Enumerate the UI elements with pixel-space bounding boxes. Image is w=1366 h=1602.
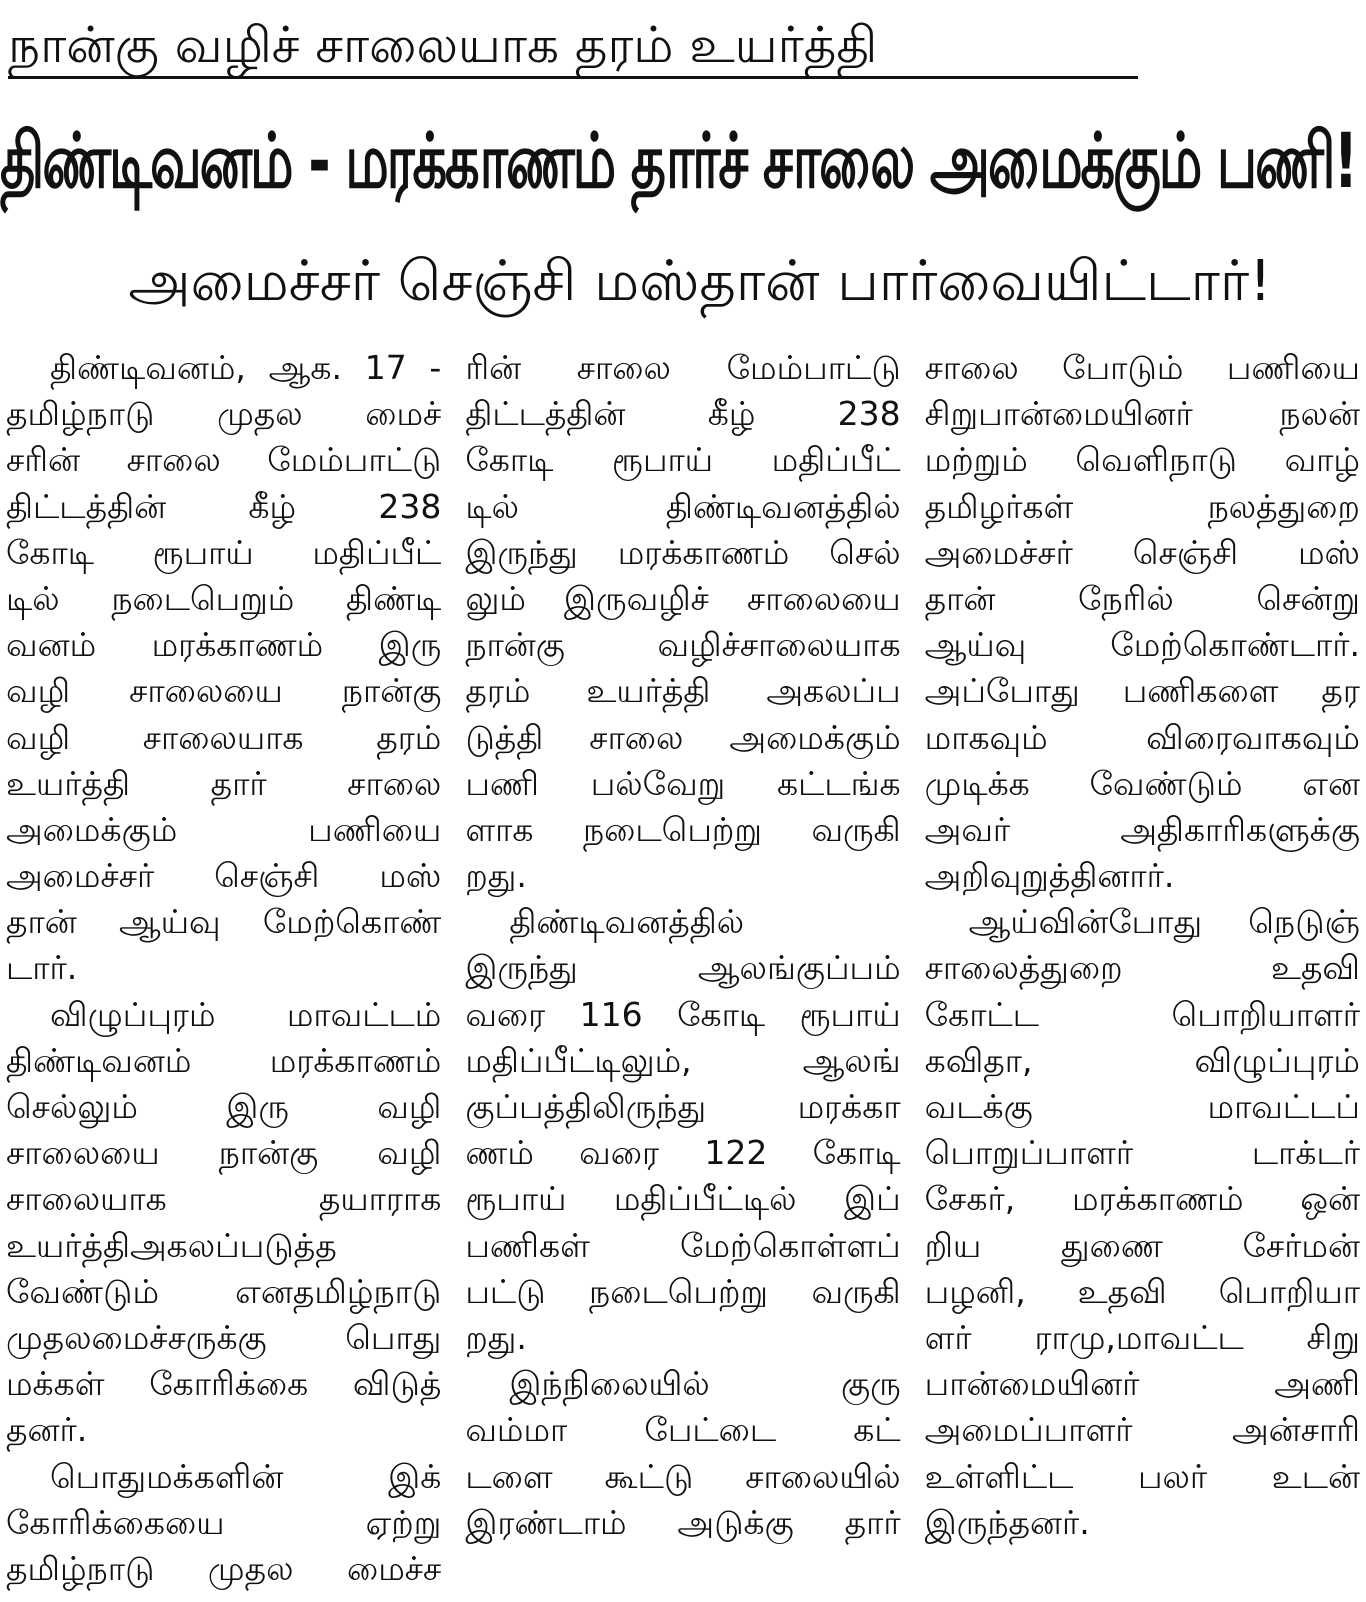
text-line: இருந்தனர். [924,1502,1090,1542]
kicker-heading: நான்கு வழிச் சாலையாக தரம் உயர்த்தி [8,14,1138,79]
text-line: வழி சாலையாக தரம் [6,717,442,757]
text-line: திட்டத்தின் கீழ் 238 [6,486,442,526]
headline: திண்டிவனம் - மரக்காணம் தார்ச் சாலை அமைக்கும் பணி! [0,116,1357,205]
text-line: கோரிக்கையை ஏற்று [6,1502,442,1542]
text-line: திண்டிவனத்தில் [509,902,745,942]
text-line: ஆய்வு மேற்கொண்டார். [924,625,1360,665]
column-2 [465,345,900,1595]
text-line: வனம் மரக்காணம் இரு [6,625,442,665]
text-line: நான்கு வழிச்சாலையாக [465,625,901,665]
text-line: கோட்ட பொறியாளர் [924,994,1360,1034]
text-line: பொதுமக்களின் இக் [50,1456,442,1496]
text-line: அறிவுறுத்தினார். [924,856,1175,896]
text-line: வடக்கு மாவட்டப் [924,1087,1360,1126]
text-line: தமிழ்நாடு முதல மைச்ச [6,1548,442,1588]
text-line: அப்போது பணிகளை தர [924,671,1360,711]
column-1 [6,345,441,1595]
text-line: பணிகள் மேற்கொள்ளப் [465,1225,901,1265]
text-line: டில் நடைபெறும் திண்டி [6,578,442,618]
text-line: வம்மா பேட்டை கட் [465,1410,901,1450]
text-line: தனர். [6,1410,88,1450]
text-line: டுத்தி சாலை அமைக்கும் [465,717,901,757]
text-line: ஆய்வின்போது நெடுஞ் [968,902,1360,942]
text-line: வழி சாலையை நான்கு [6,671,442,711]
text-line: திண்டிவனம் மரக்காணம் [6,1040,442,1080]
text-line: முதலமைச்சருக்கு பொது [6,1317,442,1357]
text-line: றது. [465,1317,527,1357]
subheadline: அமைச்சர் செஞ்சி மஸ்தான் பார்வையிட்டார்! [128,249,1272,314]
text-line: தான் ஆய்வு மேற்கொண் [6,902,442,942]
text-line: தமிழ்நாடு முதல மைச் [6,394,442,434]
text-line: திட்டத்தின் கீழ் 238 [465,394,901,434]
text-line: சேகர், மரக்காணம் ஒன் [924,1179,1360,1219]
text-line: விழுப்புரம் மாவட்டம் [50,994,442,1034]
text-line: தான் நேரில் சென்று [924,578,1360,618]
text-line: டளை கூட்டு சாலையில் [465,1456,901,1496]
text-line: மாகவும் விரைவாகவும் [924,717,1360,757]
text-line: உயர்த்திஅகலப்படுத்த [6,1225,337,1265]
text-line: ரூபாய் மதிப்பீட்டில் இப் [465,1179,901,1219]
text-line: கோடி ரூபாய் மதிப்பீட் [465,440,901,480]
text-line: லும் இருவழிச் சாலையை [465,578,901,618]
text-line: தரம் உயர்த்தி அகலப்ப [465,671,901,711]
text-line: மதிப்பீட்டிலும், ஆலங் [465,1040,901,1080]
text-line: கோடி ரூபாய் மதிப்பீட் [6,532,442,572]
text-line: அமைச்சர் செஞ்சி மஸ் [924,532,1360,572]
text-line: அமைக்கும் பணியை [6,809,442,849]
text-line: மக்கள் கோரிக்கை விடுத் [6,1364,442,1404]
text-line: கவிதா, விழுப்புரம் [924,1040,1360,1080]
text-line: சாலையை நான்கு வழி [6,1133,442,1173]
text-line: அமைச்சர் செஞ்சி மஸ் [6,856,442,896]
text-line: பட்டு நடைபெற்று வருகி [465,1271,901,1311]
text-line: திண்டிவனம், ஆக. 17 - [50,348,442,387]
text-line: செல்லும் இரு வழி [6,1087,442,1126]
text-line: வேண்டும் எனதமிழ்நாடு [6,1271,442,1311]
text-line: ரின் சாலை மேம்பாட்டு [465,348,901,387]
text-line: பழனி, உதவி பொறியா [924,1271,1360,1311]
text-line: இரண்டாம் அடுக்கு தார் [465,1502,901,1542]
text-line: சாலையாக தயாராக [6,1179,442,1219]
text-line: உயர்த்தி தார் சாலை [6,763,442,803]
text-line: பான்மையினர் அணி [924,1364,1360,1404]
text-line: டார். [6,948,78,988]
text-line: பொறுப்பாளர் டாக்டர் [924,1133,1360,1173]
text-line: உள்ளிட்ட பலர் உடன் [924,1456,1360,1496]
text-line: சாலை போடும் பணியை [924,348,1360,387]
text-line: இருந்து ஆலங்குப்பம் [465,948,901,988]
text-line: ணம் வரை 122 கோடி [465,1133,901,1173]
text-line: முடிக்க வேண்டும் என [924,763,1360,803]
column-3 [925,345,1360,1595]
text-line: சிறுபான்மையினர் நலன் [924,394,1360,434]
text-line: மற்றும் வெளிநாடு வாழ் [924,440,1360,480]
text-line: வரை 116 கோடி ரூபாய் [465,994,901,1034]
text-line: குப்பத்திலிருந்து மரக்கா [465,1087,901,1126]
text-line: அமைப்பாளர் அன்சாரி [924,1410,1360,1450]
text-line: தமிழர்கள் நலத்துறை [924,486,1360,526]
text-line: அவர் அதிகாரிகளுக்கு [924,809,1360,849]
text-line: இருந்து மரக்காணம் செல் [465,532,901,572]
text-line: பணி பல்வேறு கட்டங்க [465,763,901,803]
text-line: டில் திண்டிவனத்தில் [465,486,901,526]
text-line: ளாக நடைபெற்று வருகி [465,809,901,849]
text-line: சாலைத்துறை உதவி [924,948,1360,988]
article-body [6,345,1360,1595]
text-line: ளர் ராமு,மாவட்ட சிறு [924,1317,1360,1357]
text-line: சரின் சாலை மேம்பாட்டு [6,440,442,480]
text-line: இந்நிலையில் குரு [509,1364,901,1404]
text-line: றது. [465,856,527,896]
text-line: றிய துணை சேர்மன் [924,1225,1360,1265]
